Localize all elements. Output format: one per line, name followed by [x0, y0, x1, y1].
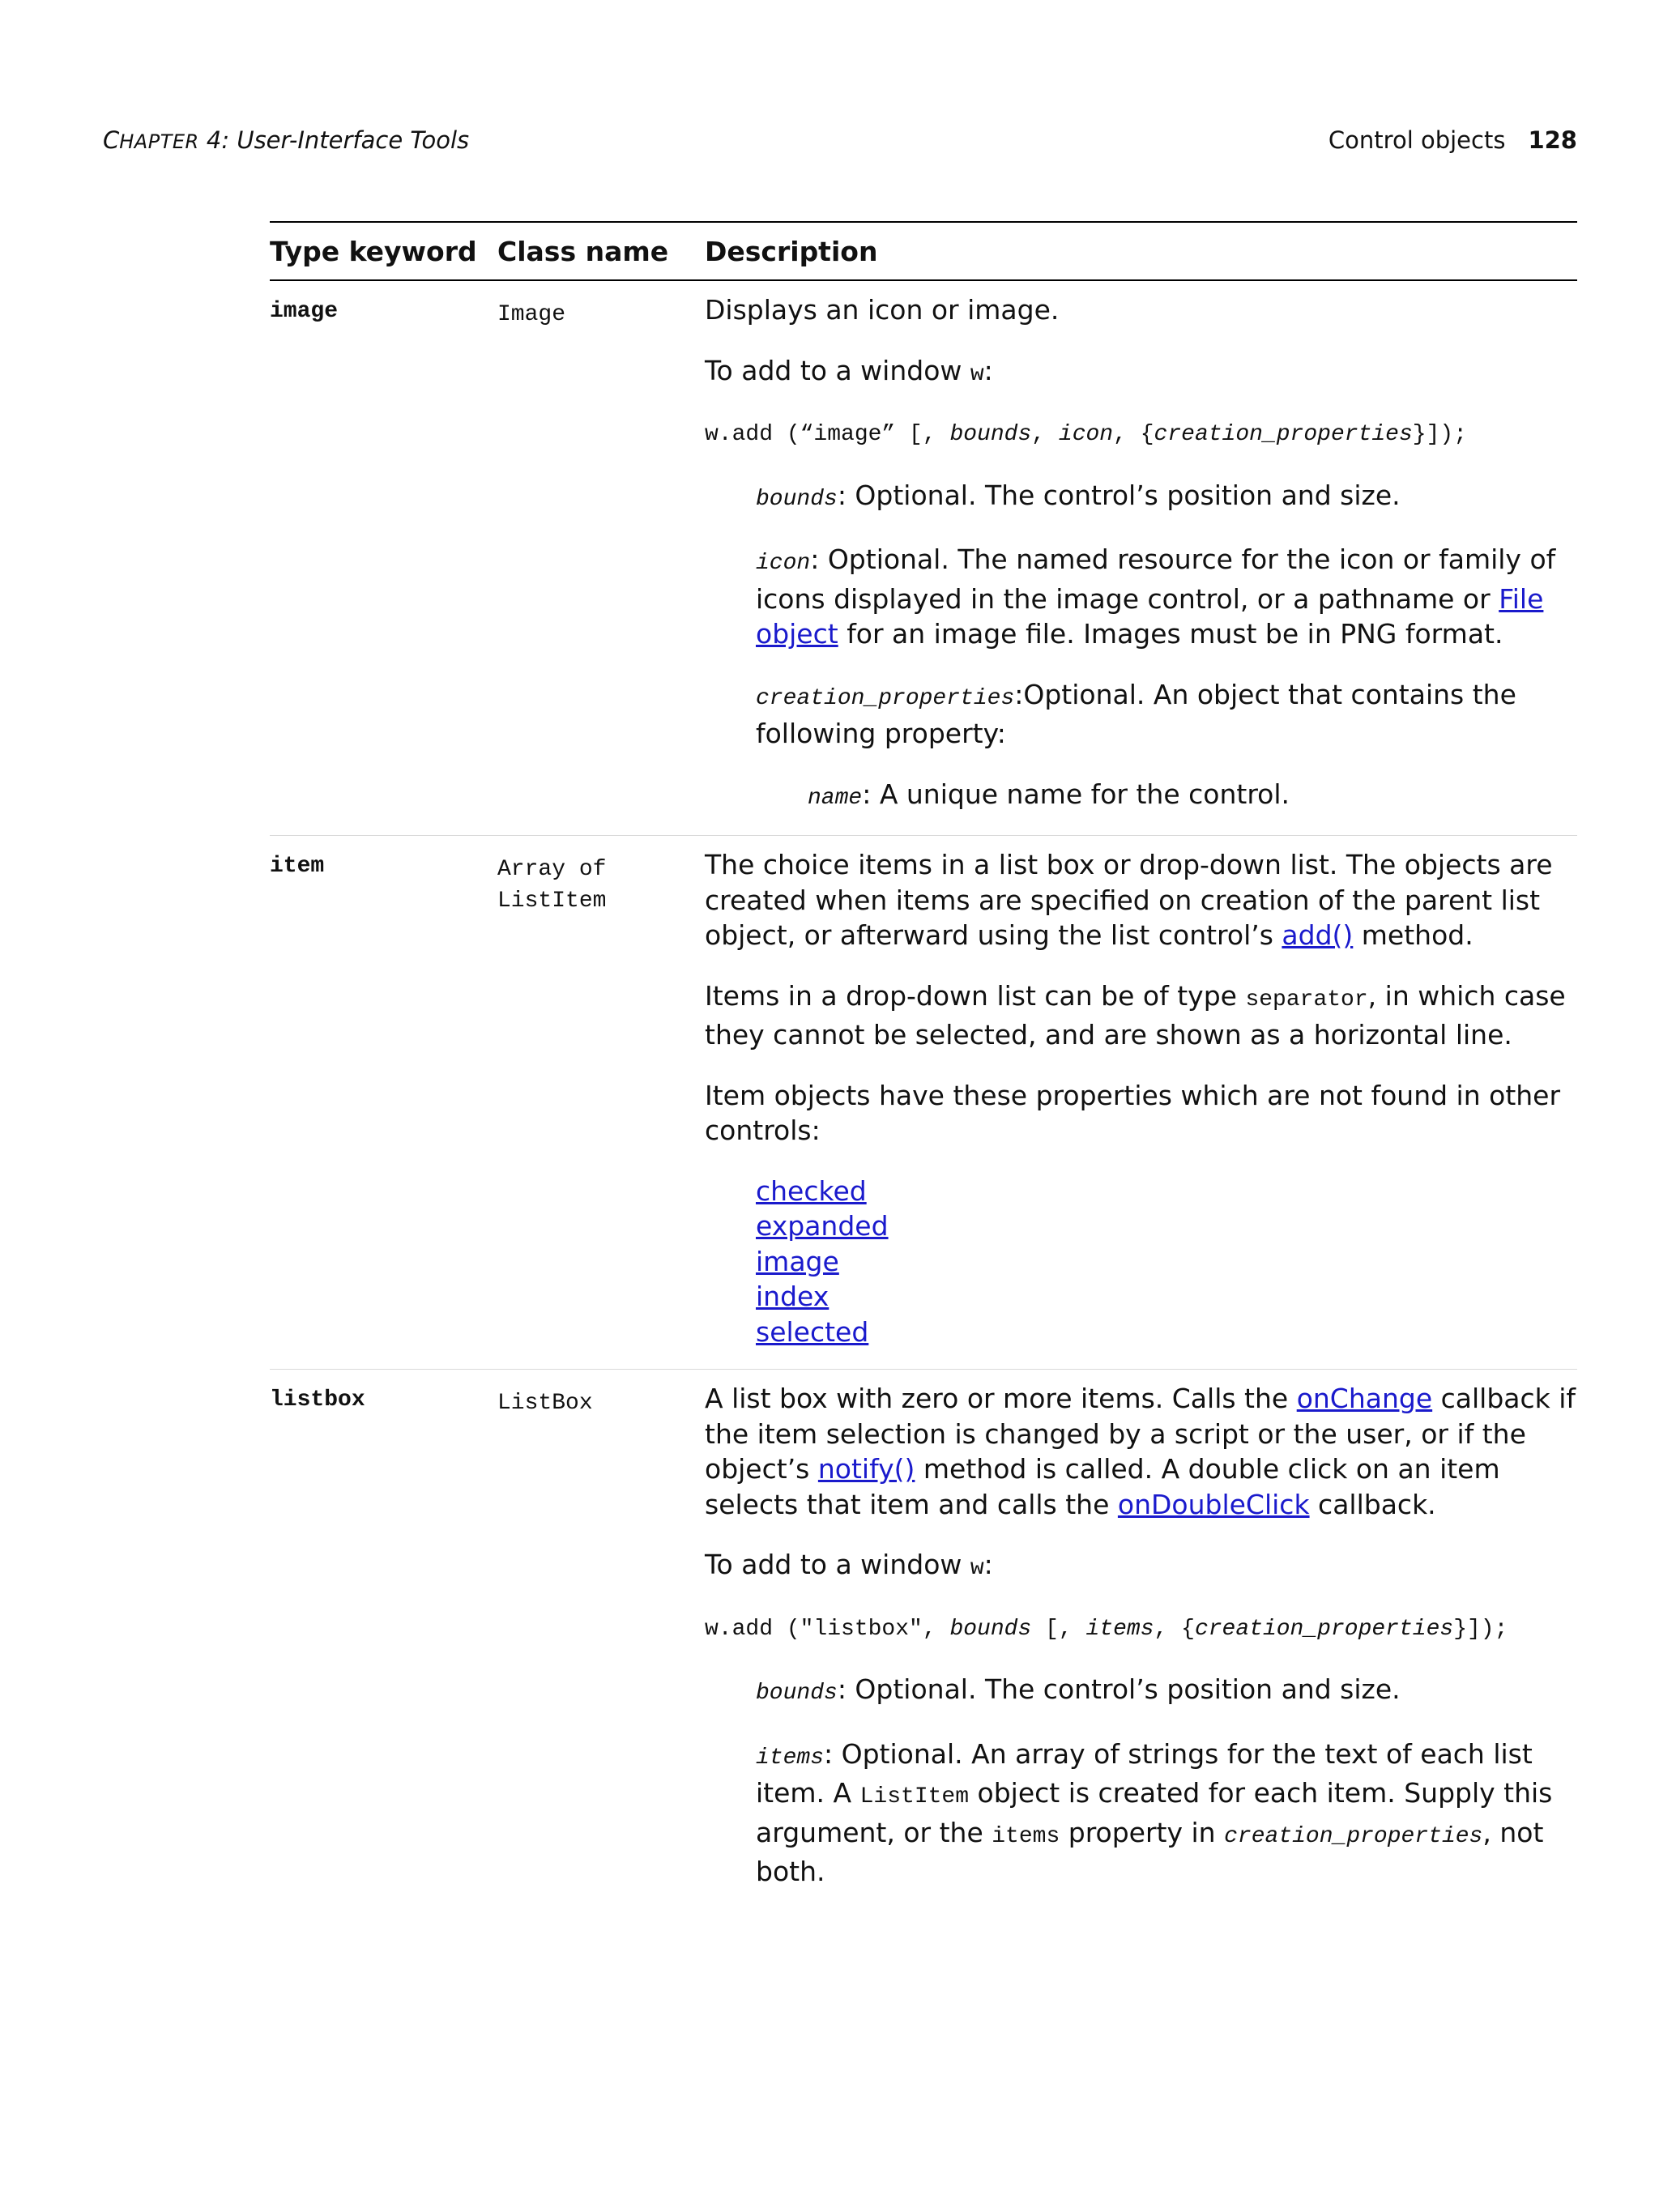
desc-paragraph: Item objects have these properties which are not found in other controls:: [705, 1079, 1561, 1146]
table-header: [270, 221, 1577, 281]
code-part: , {: [1154, 1616, 1195, 1642]
param-text: : Optional. The control’s position and size.: [837, 1673, 1401, 1705]
file-object-link[interactable]: File object: [756, 582, 1544, 650]
table-row-listbox: [270, 1370, 1577, 1923]
desc-text: The choice items in a list box or drop-down list. The objects are created when items are specified on creation of the parent list object, or afterward using the list control’s: [705, 849, 1553, 951]
section-title: Control objects: [1328, 126, 1506, 154]
class-name: [497, 854, 684, 917]
code-part: }]);: [1453, 1616, 1508, 1642]
param-text: : Optional. The control’s position and size.: [837, 479, 1401, 511]
desc-intro: Displays an icon or image.: [705, 294, 1060, 326]
add-instruction: [705, 353, 1577, 393]
desc-paragraph: [705, 978, 1577, 1053]
header-type-keyword: Type keyword: [270, 236, 477, 267]
code-sample: [705, 1612, 1577, 1647]
code-param: bounds: [949, 422, 1032, 447]
code-part: w.add (“image” [,: [705, 422, 950, 447]
desc-paragraph: [705, 847, 1577, 953]
code-sample: [705, 417, 1577, 453]
inline-code: creation_properties: [1224, 1823, 1483, 1849]
inline-code: separator: [1245, 987, 1368, 1012]
control-objects-table: [270, 221, 1577, 1923]
param-text: object is created for each item. Supply this argument, or the: [756, 1777, 1553, 1848]
param-text: for an image file. Images must be in PNG format.: [838, 618, 1503, 650]
param-text: : A unique name for the control.: [862, 778, 1290, 810]
property-link-image[interactable]: image: [756, 1245, 839, 1277]
inline-code: ListItem: [859, 1784, 970, 1809]
desc-text: method.: [1353, 919, 1473, 951]
class-name: Image: [497, 302, 566, 327]
param-text: property in: [1060, 1816, 1225, 1848]
desc-text: callback.: [1309, 1488, 1436, 1520]
code-part: ,: [1031, 422, 1059, 447]
add-suffix: :: [983, 354, 993, 386]
description: [705, 281, 1577, 835]
param-icon: [705, 542, 1577, 652]
desc-text: Items in a drop-down list can be of type: [705, 979, 1246, 1012]
ondoubleclick-link[interactable]: onDoubleClick: [1117, 1488, 1310, 1520]
code-part: w.add ("listbox",: [705, 1616, 950, 1642]
desc-text: method is called. A double click on an item selects that item and calls the: [705, 1453, 1500, 1520]
class-name: ListBox: [497, 1391, 593, 1416]
chapter-rest: 4: User-Interface Tools: [198, 126, 470, 154]
param-name: [705, 777, 1577, 816]
inline-code: items: [992, 1823, 1060, 1849]
add-prefix: To add to a window: [705, 354, 970, 386]
chapter-smallcaps: HAPTER: [119, 130, 199, 153]
param-bounds: [705, 478, 1577, 518]
chapter-title: [103, 126, 469, 154]
property-link-index[interactable]: index: [756, 1281, 830, 1312]
add-prefix: To add to a window: [705, 1549, 970, 1580]
type-keyword: item: [270, 854, 325, 879]
code-param: icon: [1058, 422, 1114, 447]
table-row-item: [270, 836, 1577, 1370]
class-name-line: ListItem: [497, 889, 607, 914]
type-keyword: image: [270, 299, 339, 324]
param-term: items: [756, 1745, 825, 1771]
header-class-name: Class name: [497, 236, 669, 267]
description: [705, 836, 1577, 1369]
code-part: }]);: [1412, 422, 1468, 447]
param-creation-properties: [705, 677, 1577, 752]
desc-paragraph: [705, 1381, 1577, 1522]
running-header: [0, 126, 1659, 162]
param-text: : Optional. An array of strings for the text of each list item. A: [756, 1737, 1533, 1809]
desc-text: A list box with zero or more items. Calls the: [705, 1383, 1297, 1414]
add-method-link[interactable]: add(): [1282, 919, 1354, 951]
property-link-selected[interactable]: selected: [756, 1315, 869, 1348]
property-link-expanded[interactable]: expanded: [756, 1210, 889, 1242]
section-and-page: [1328, 126, 1577, 154]
code-param: bounds: [949, 1616, 1032, 1642]
page-number: 128: [1528, 126, 1577, 154]
table-row-image: [270, 281, 1577, 836]
param-term: bounds: [756, 486, 838, 512]
description: [705, 1370, 1577, 1923]
property-link-checked[interactable]: checked: [756, 1174, 867, 1207]
add-var: w: [970, 361, 984, 387]
code-param: creation_properties: [1154, 422, 1413, 447]
code-param: items: [1085, 1616, 1154, 1642]
param-term: icon: [756, 551, 811, 576]
param-term: name: [808, 785, 863, 811]
code-param: creation_properties: [1194, 1616, 1454, 1642]
add-suffix: :: [983, 1549, 993, 1580]
desc-text: callback if the item selection is changed by a script or the user, or if the object’s: [705, 1383, 1576, 1485]
code-part: [,: [1031, 1616, 1086, 1642]
param-text: , not both.: [756, 1816, 1544, 1887]
add-instruction: [705, 1547, 1577, 1587]
type-keyword: listbox: [270, 1387, 365, 1413]
param-bounds: [705, 1672, 1577, 1711]
header-description: Description: [705, 236, 878, 267]
param-term: creation_properties: [756, 685, 1015, 711]
onchange-link[interactable]: onChange: [1296, 1383, 1433, 1414]
code-part: , {: [1113, 422, 1154, 447]
param-text: :Optional. An object that contains the following property:: [756, 678, 1516, 749]
notify-link[interactable]: notify(): [817, 1453, 915, 1485]
param-text: : Optional. The named resource for the icon or family of icons displayed in the image control, or a pathname or: [756, 543, 1556, 615]
class-name-line: Array of: [497, 857, 607, 882]
desc-text: , in which case they cannot be selected, and are shown as a horizontal line.: [705, 979, 1566, 1051]
property-link-list: [705, 1174, 1577, 1350]
chapter-prefix: C: [103, 126, 120, 154]
add-var: w: [970, 1556, 984, 1581]
param-term: bounds: [756, 1681, 838, 1706]
param-items: [705, 1737, 1577, 1890]
